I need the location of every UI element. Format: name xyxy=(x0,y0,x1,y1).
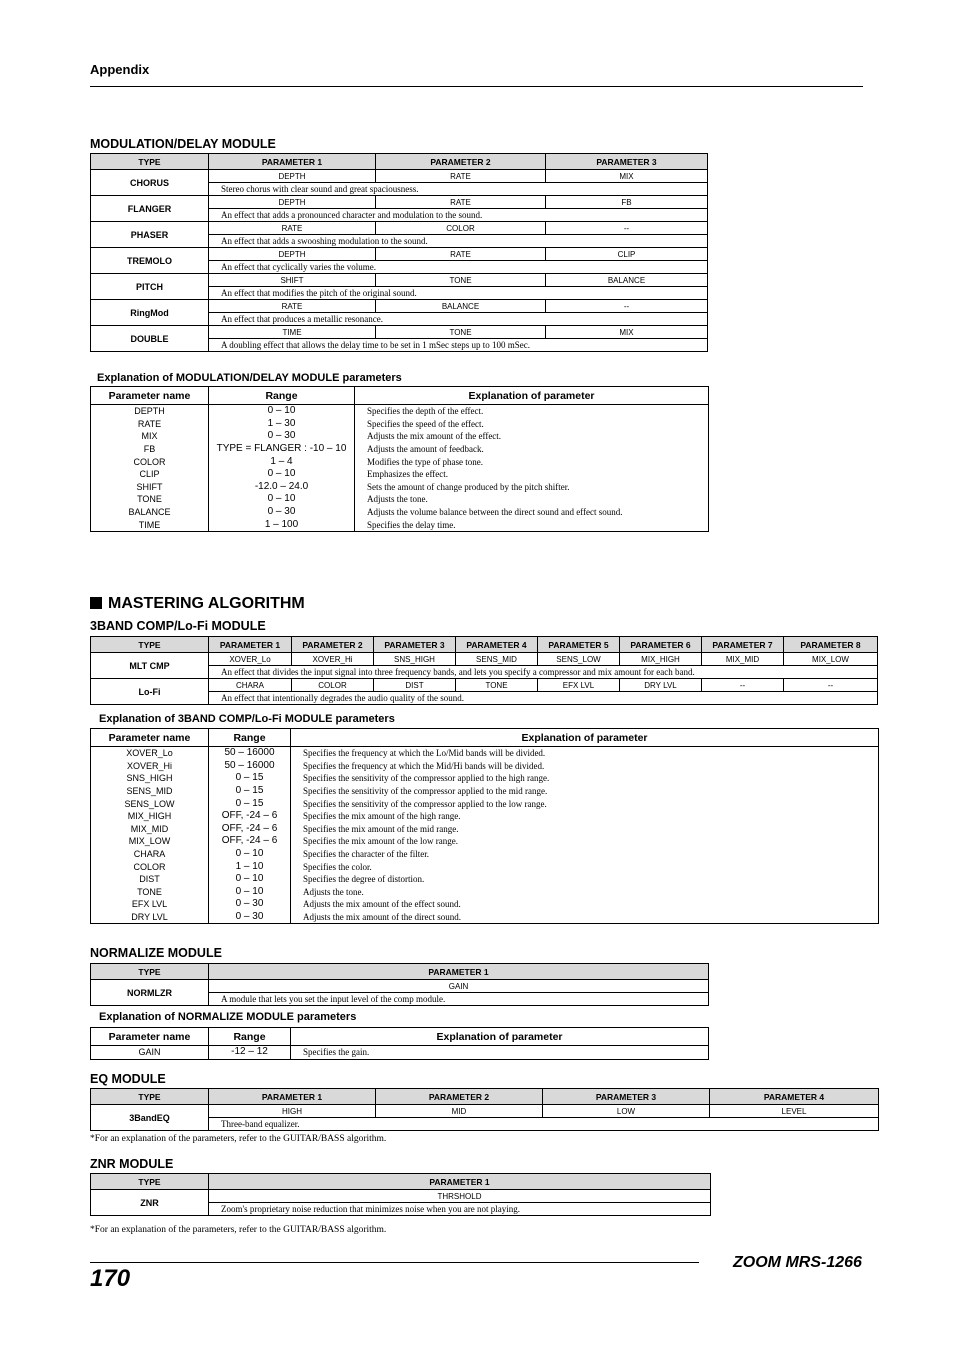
header-row xyxy=(91,1174,711,1190)
column-header: TYPE xyxy=(91,154,209,170)
explanation-cell: Specifies the depth of the effect. xyxy=(355,405,709,418)
type-cell: PHASER xyxy=(91,222,209,248)
range-cell: 0 – 15 xyxy=(209,785,291,798)
parameter-cell: -- xyxy=(702,679,784,692)
table-row-description xyxy=(91,1118,879,1131)
parameter-cell: HIGH xyxy=(209,1105,376,1118)
type-cell: MLT CMP xyxy=(91,653,209,679)
table-row xyxy=(91,248,708,261)
explanation-cell: Emphasizes the effect. xyxy=(355,468,709,481)
parameter-cell: DEPTH xyxy=(209,170,376,183)
znr-note: *For an explanation of the parameters, refer to the GUITAR/BASS algorithm. xyxy=(90,1225,387,1235)
column-header: PARAMETER 1 xyxy=(209,964,709,980)
explanation-cell: Specifies the frequency at which the Lo/Mid bands will be divided. xyxy=(291,747,879,760)
parameter-name-cell: BALANCE xyxy=(91,506,209,519)
parameter-name-cell: TIME xyxy=(91,518,209,531)
table-row xyxy=(91,1190,711,1203)
explanation-cell: Specifies the sensitivity of the compressor applied to the high range. xyxy=(291,772,879,785)
column-header: Explanation of parameter xyxy=(291,1028,709,1046)
table-row xyxy=(91,1046,709,1060)
description-cell: An effect that intentionally degrades the audio quality of the sound. xyxy=(209,692,878,705)
parameter-cell: MIX xyxy=(546,326,708,339)
type-cell: RingMod xyxy=(91,300,209,326)
explanation-cell: Adjusts the mix amount of the effect sound. xyxy=(291,898,879,911)
mastering-title: MASTERING ALGORITHM xyxy=(108,595,305,612)
column-header: PARAMETER 7 xyxy=(702,637,784,653)
column-header: PARAMETER 6 xyxy=(620,637,702,653)
parameter-cell: -- xyxy=(546,222,708,235)
explanation-cell: Adjusts the tone. xyxy=(355,493,709,506)
parameter-cell: DRY LVL xyxy=(620,679,702,692)
explanation-cell: Specifies the mix amount of the mid range. xyxy=(291,823,879,836)
table-row-description xyxy=(91,692,878,705)
parameter-cell: TIME xyxy=(209,326,376,339)
range-cell: 1 – 10 xyxy=(209,860,291,873)
parameter-name-cell: MIX_HIGH xyxy=(91,810,209,823)
range-cell: OFF, -24 – 6 xyxy=(209,835,291,848)
parameter-cell: LEVEL xyxy=(710,1105,879,1118)
description-cell: A module that lets you set the input level of the comp module. xyxy=(209,993,709,1006)
type-cell: NORMLZR xyxy=(91,980,209,1006)
table-row xyxy=(91,886,879,899)
parameter-cell: TONE xyxy=(456,679,538,692)
eq-title: EQ MODULE xyxy=(90,1072,166,1086)
column-header: Range xyxy=(209,729,291,747)
parameter-cell: CLIP xyxy=(546,248,708,261)
range-cell: -12.0 – 24.0 xyxy=(209,481,355,494)
header-row xyxy=(91,387,709,405)
table-row xyxy=(91,911,879,924)
parameter-cell: COLOR xyxy=(292,679,374,692)
column-header: PARAMETER 3 xyxy=(374,637,456,653)
parameter-cell: CHARA xyxy=(209,679,292,692)
comp-type-table xyxy=(90,636,878,705)
column-header: PARAMETER 3 xyxy=(543,1089,710,1105)
header-row xyxy=(91,1089,879,1105)
table-row xyxy=(91,481,709,494)
parameter-name-cell: DRY LVL xyxy=(91,911,209,924)
range-cell: TYPE = FLANGER : -10 – 10 xyxy=(209,443,355,456)
parameter-name-cell: SNS_HIGH xyxy=(91,772,209,785)
column-header: PARAMETER 1 xyxy=(209,1174,711,1190)
range-cell: 0 – 30 xyxy=(209,506,355,519)
table-row xyxy=(91,848,879,861)
table-row xyxy=(91,196,708,209)
column-header: PARAMETER 3 xyxy=(546,154,708,170)
parameter-cell: RATE xyxy=(376,248,546,261)
type-cell: DOUBLE xyxy=(91,326,209,352)
column-header: PARAMETER 1 xyxy=(209,1089,376,1105)
parameter-name-cell: SENS_MID xyxy=(91,785,209,798)
table-row xyxy=(91,274,708,287)
parameter-cell: FB xyxy=(546,196,708,209)
table-row xyxy=(91,222,708,235)
parameter-cell: THRSHOLD xyxy=(209,1190,711,1203)
parameter-cell: TONE xyxy=(376,326,546,339)
range-cell: -12 – 12 xyxy=(209,1046,291,1060)
column-header: Parameter name xyxy=(91,387,209,405)
parameter-name-cell: FB xyxy=(91,443,209,456)
eq-type-table-wrap xyxy=(90,1088,879,1131)
parameter-name-cell: MIX xyxy=(91,430,209,443)
explanation-cell: Modifies the type of phase tone. xyxy=(355,455,709,468)
explanation-cell: Specifies the mix amount of the high range. xyxy=(291,810,879,823)
explanation-cell: Adjusts the amount of feedback. xyxy=(355,443,709,456)
table-row xyxy=(91,785,879,798)
table-row xyxy=(91,493,709,506)
explanation-cell: Specifies the mix amount of the low range. xyxy=(291,835,879,848)
parameter-cell: MIX_MID xyxy=(702,653,784,666)
parameter-cell: MIX xyxy=(546,170,708,183)
type-cell: ZNR xyxy=(91,1190,209,1216)
table-row xyxy=(91,443,709,456)
column-header: PARAMETER 2 xyxy=(292,637,374,653)
parameter-cell: RATE xyxy=(376,170,546,183)
range-cell: 0 – 30 xyxy=(209,430,355,443)
parameter-cell: LOW xyxy=(543,1105,710,1118)
table-row xyxy=(91,679,878,692)
range-cell: 0 – 30 xyxy=(209,898,291,911)
explanation-cell: Specifies the sensitivity of the compressor applied to the mid range. xyxy=(291,785,879,798)
parameter-cell: RATE xyxy=(376,196,546,209)
explanation-cell: Specifies the degree of distortion. xyxy=(291,873,879,886)
parameter-name-cell: CHARA xyxy=(91,848,209,861)
comp-explain-table xyxy=(90,728,879,924)
range-cell: 0 – 30 xyxy=(209,911,291,924)
description-cell: An effect that adds a pronounced character and modulation to the sound. xyxy=(209,209,708,222)
comp-explain-title: Explanation of 3BAND COMP/Lo-Fi MODULE parameters xyxy=(99,713,395,725)
moddelay-title: MODULATION/DELAY MODULE xyxy=(90,137,276,151)
parameter-name-cell: COLOR xyxy=(91,860,209,873)
znr-title: ZNR MODULE xyxy=(90,1157,174,1171)
parameter-name-cell: CLIP xyxy=(91,468,209,481)
parameter-cell: MID xyxy=(376,1105,543,1118)
parameter-cell: TONE xyxy=(376,274,546,287)
range-cell: 50 – 16000 xyxy=(209,760,291,773)
parameter-name-cell: EFX LVL xyxy=(91,898,209,911)
table-row xyxy=(91,468,709,481)
square-bullet-icon xyxy=(90,597,102,609)
section-header: Appendix xyxy=(90,62,150,77)
header-rule xyxy=(90,86,863,87)
table-row xyxy=(91,835,879,848)
parameter-name-cell: DIST xyxy=(91,873,209,886)
type-cell: FLANGER xyxy=(91,196,209,222)
range-cell: 0 – 15 xyxy=(209,797,291,810)
parameter-cell: SHIFT xyxy=(209,274,376,287)
type-cell: CHORUS xyxy=(91,170,209,196)
column-header: PARAMETER 4 xyxy=(710,1089,879,1105)
range-cell: 0 – 15 xyxy=(209,772,291,785)
column-header: PARAMETER 5 xyxy=(538,637,620,653)
column-header: Parameter name xyxy=(91,1028,209,1046)
range-cell: 1 – 30 xyxy=(209,418,355,431)
table-row xyxy=(91,860,879,873)
footer-rule xyxy=(90,1262,699,1263)
type-cell: 3BandEQ xyxy=(91,1105,209,1131)
normalize-explain-table xyxy=(90,1027,709,1060)
parameter-cell: EFX LVL xyxy=(538,679,620,692)
parameter-name-cell: XOVER_Hi xyxy=(91,760,209,773)
moddelay-type-table xyxy=(90,153,708,352)
znr-type-table xyxy=(90,1173,711,1216)
comp-explain-wrap xyxy=(90,728,879,924)
range-cell: 50 – 16000 xyxy=(209,747,291,760)
parameter-cell: DIST xyxy=(374,679,456,692)
table-row xyxy=(91,760,879,773)
description-cell: Zoom's proprietary noise reduction that minimizes noise when you are not playing. xyxy=(209,1203,711,1216)
comp-title: 3BAND COMP/Lo-Fi MODULE xyxy=(90,619,266,633)
range-cell: 0 – 10 xyxy=(209,405,355,418)
description-cell: An effect that divides the input signal into three frequency bands, and lets you specify a compressor and mix amount for each band. xyxy=(209,666,878,679)
normalize-type-table xyxy=(90,963,709,1006)
parameter-name-cell: SHIFT xyxy=(91,481,209,494)
column-header: PARAMETER 1 xyxy=(209,637,292,653)
parameter-cell: GAIN xyxy=(209,980,709,993)
moddelay-explain-wrap xyxy=(90,386,709,532)
parameter-cell: BALANCE xyxy=(376,300,546,313)
table-row xyxy=(91,300,708,313)
column-header: Explanation of parameter xyxy=(291,729,879,747)
explanation-cell: Specifies the character of the filter. xyxy=(291,848,879,861)
range-cell: 1 – 100 xyxy=(209,518,355,531)
normalize-explain-title: Explanation of NORMALIZE MODULE parameters xyxy=(99,1011,357,1023)
table-row xyxy=(91,326,708,339)
header-row xyxy=(91,729,879,747)
table-row xyxy=(91,1105,879,1118)
parameter-name-cell: DEPTH xyxy=(91,405,209,418)
parameter-cell: COLOR xyxy=(376,222,546,235)
normalize-type-table-wrap xyxy=(90,963,709,1006)
description-cell: An effect that cyclically varies the volume. xyxy=(209,261,708,274)
column-header: Parameter name xyxy=(91,729,209,747)
column-header: Range xyxy=(209,387,355,405)
eq-type-table xyxy=(90,1088,879,1131)
description-cell: Stereo chorus with clear sound and great spaciousness. xyxy=(209,183,708,196)
moddelay-explain-title: Explanation of MODULATION/DELAY MODULE parameters xyxy=(97,372,402,384)
parameter-name-cell: SENS_LOW xyxy=(91,797,209,810)
description-cell: Three-band equalizer. xyxy=(209,1118,879,1131)
parameter-cell: XOVER_Hi xyxy=(292,653,374,666)
parameter-cell: DEPTH xyxy=(209,196,376,209)
table-row xyxy=(91,518,709,531)
parameter-cell: RATE xyxy=(209,300,376,313)
table-row xyxy=(91,747,879,760)
range-cell: OFF, -24 – 6 xyxy=(209,823,291,836)
moddelay-explain-table xyxy=(90,386,709,532)
range-cell: 0 – 10 xyxy=(209,848,291,861)
parameter-name-cell: GAIN xyxy=(91,1046,209,1060)
table-row xyxy=(91,405,709,418)
comp-type-table-wrap xyxy=(90,636,878,705)
table-row xyxy=(91,170,708,183)
description-cell: An effect that modifies the pitch of the original sound. xyxy=(209,287,708,300)
column-header: TYPE xyxy=(91,637,209,653)
explanation-cell: Adjusts the mix amount of the effect. xyxy=(355,430,709,443)
range-cell: 0 – 10 xyxy=(209,493,355,506)
normalize-title: NORMALIZE MODULE xyxy=(90,946,222,960)
parameter-cell: -- xyxy=(546,300,708,313)
explanation-cell: Specifies the color. xyxy=(291,860,879,873)
description-cell: An effect that adds a swooshing modulation to the sound. xyxy=(209,235,708,248)
table-row xyxy=(91,873,879,886)
table-row xyxy=(91,898,879,911)
range-cell: 0 – 10 xyxy=(209,886,291,899)
type-cell: TREMOLO xyxy=(91,248,209,274)
description-cell: A doubling effect that allows the delay time to be set in 1 mSec steps up to 100 mSec. xyxy=(209,339,708,352)
range-cell: 0 – 10 xyxy=(209,873,291,886)
parameter-cell: XOVER_Lo xyxy=(209,653,292,666)
type-cell: Lo-Fi xyxy=(91,679,209,705)
normalize-explain-wrap xyxy=(90,1027,709,1060)
moddelay-type-table-wrap xyxy=(90,153,708,352)
brand-name: ZOOM MRS-1266 xyxy=(733,1254,862,1271)
explanation-cell: Sets the amount of change produced by the pitch shifter. xyxy=(355,481,709,494)
parameter-name-cell: MIX_MID xyxy=(91,823,209,836)
parameter-name-cell: COLOR xyxy=(91,455,209,468)
eq-note: *For an explanation of the parameters, refer to the GUITAR/BASS algorithm. xyxy=(90,1134,387,1144)
parameter-cell: DEPTH xyxy=(209,248,376,261)
parameter-cell: BALANCE xyxy=(546,274,708,287)
table-row xyxy=(91,772,879,785)
column-header: Explanation of parameter xyxy=(355,387,709,405)
header-row xyxy=(91,154,708,170)
table-row xyxy=(91,980,709,993)
header-row xyxy=(91,637,878,653)
table-row xyxy=(91,797,879,810)
parameter-cell: SNS_HIGH xyxy=(374,653,456,666)
header-row xyxy=(91,964,709,980)
range-cell: 0 – 10 xyxy=(209,468,355,481)
parameter-name-cell: TONE xyxy=(91,493,209,506)
page-number: 170 xyxy=(90,1265,131,1292)
column-header: PARAMETER 1 xyxy=(209,154,376,170)
explanation-cell: Specifies the sensitivity of the compressor applied to the low range. xyxy=(291,797,879,810)
column-header: PARAMETER 8 xyxy=(784,637,878,653)
column-header: PARAMETER 4 xyxy=(456,637,538,653)
parameter-name-cell: XOVER_Lo xyxy=(91,747,209,760)
column-header: TYPE xyxy=(91,1174,209,1190)
parameter-name-cell: MIX_LOW xyxy=(91,835,209,848)
table-row xyxy=(91,823,879,836)
table-row xyxy=(91,810,879,823)
explanation-cell: Specifies the speed of the effect. xyxy=(355,418,709,431)
parameter-cell: MIX_HIGH xyxy=(620,653,702,666)
table-row xyxy=(91,653,878,666)
parameter-cell: SENS_MID xyxy=(456,653,538,666)
header-row xyxy=(91,1028,709,1046)
table-row xyxy=(91,506,709,519)
table-row xyxy=(91,455,709,468)
explanation-cell: Specifies the delay time. xyxy=(355,518,709,531)
parameter-cell: RATE xyxy=(209,222,376,235)
parameter-cell: SENS_LOW xyxy=(538,653,620,666)
explanation-cell: Specifies the gain. xyxy=(291,1046,709,1060)
parameter-cell: -- xyxy=(784,679,878,692)
explanation-cell: Adjusts the tone. xyxy=(291,886,879,899)
type-cell: PITCH xyxy=(91,274,209,300)
parameter-name-cell: RATE xyxy=(91,418,209,431)
table-row-description xyxy=(91,666,878,679)
mastering-heading xyxy=(90,595,305,613)
column-header: TYPE xyxy=(91,964,209,980)
column-header: PARAMETER 2 xyxy=(376,154,546,170)
description-cell: An effect that produces a metallic resonance. xyxy=(209,313,708,326)
parameter-name-cell: TONE xyxy=(91,886,209,899)
range-cell: OFF, -24 – 6 xyxy=(209,810,291,823)
znr-type-table-wrap xyxy=(90,1173,711,1216)
explanation-cell: Adjusts the volume balance between the direct sound and effect sound. xyxy=(355,506,709,519)
column-header: PARAMETER 2 xyxy=(376,1089,543,1105)
parameter-cell: MIX_LOW xyxy=(784,653,878,666)
explanation-cell: Adjusts the mix amount of the direct sound. xyxy=(291,911,879,924)
range-cell: 1 – 4 xyxy=(209,455,355,468)
explanation-cell: Specifies the frequency at which the Mid/Hi bands will be divided. xyxy=(291,760,879,773)
column-header: Range xyxy=(209,1028,291,1046)
column-header: TYPE xyxy=(91,1089,209,1105)
table-row xyxy=(91,418,709,431)
table-row xyxy=(91,430,709,443)
